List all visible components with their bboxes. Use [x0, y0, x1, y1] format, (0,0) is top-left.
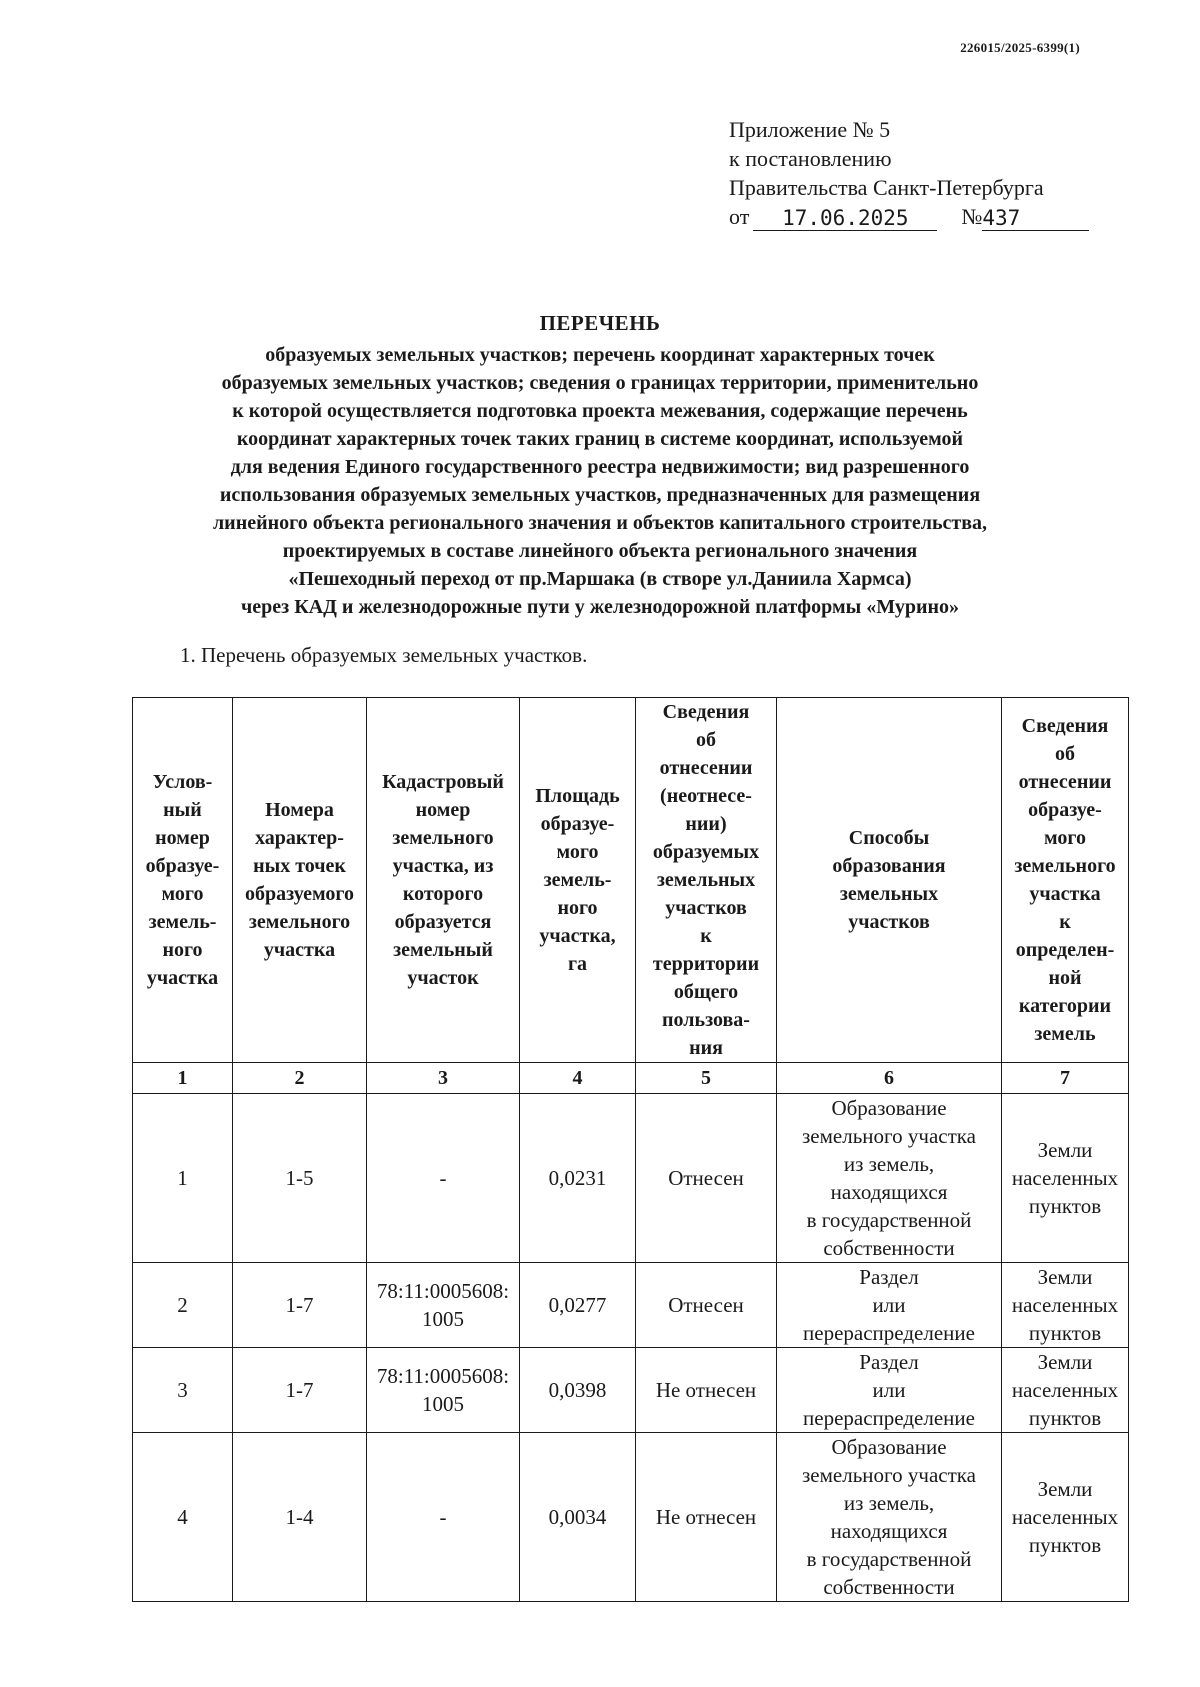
appendix-authority: Правительства Санкт-Петербурга [729, 175, 1044, 200]
document-registration-code: 226015/2025-6399(1) [960, 40, 1080, 55]
area-cell: 0,0034 [520, 1433, 636, 1602]
column-header: Кадастровый номер земельного участка, из которого образуется земельный участок [367, 698, 520, 1063]
column-number: 1 [133, 1063, 233, 1094]
area-cell: 0,0231 [520, 1094, 636, 1263]
cadastral-cell: - [367, 1433, 520, 1602]
formation-method-cell: Раздел или перераспределение [777, 1348, 1002, 1433]
appendix-reference: к постановлению [729, 146, 892, 171]
formation-method-cell: Раздел или перераспределение [777, 1263, 1002, 1348]
column-number: 6 [777, 1063, 1002, 1094]
cadastral-cell: - [367, 1094, 520, 1263]
public-use-cell: Отнесен [636, 1263, 777, 1348]
plot-number-cell: 2 [133, 1263, 233, 1348]
date-prefix: от [729, 204, 750, 229]
land-plots-table [132, 697, 1129, 1602]
column-header: Услов- ный номер образуе- мого земель- ного участка [133, 698, 233, 1063]
public-use-cell: Не отнесен [636, 1433, 777, 1602]
plot-number-cell: 4 [133, 1433, 233, 1602]
resolution-date: 17.06.2025 [753, 206, 937, 231]
points-cell: 1-7 [233, 1348, 367, 1433]
table-row [133, 1263, 1129, 1348]
subtitle-line: через КАД и железнодорожные пути у железнодорожной платформы «Мурино» [241, 596, 959, 618]
resolution-number: 437 [982, 206, 1089, 231]
number-label: № [961, 204, 983, 229]
column-number: 3 [367, 1063, 520, 1094]
table-row [133, 1094, 1129, 1263]
appendix-block [729, 115, 1089, 231]
subtitle-line: образуемых земельных участков; перечень координат характерных точек [265, 344, 935, 366]
column-header: Способы образования земельных участков [777, 698, 1002, 1063]
subtitle-line: для ведения Единого государственного реестра недвижимости; вид разрешенного [230, 456, 970, 478]
column-number-row [133, 1063, 1129, 1094]
column-number: 5 [636, 1063, 777, 1094]
plot-number-cell: 3 [133, 1348, 233, 1433]
column-number: 2 [233, 1063, 367, 1094]
column-header: Сведения об отнесении (неотнесе- нии) образуемых земельных участков к территории общего пользова- ния [636, 698, 777, 1063]
plot-number-cell: 1 [133, 1094, 233, 1263]
formation-method-cell: Образование земельного участка из земель, находящихся в государственной собственности [777, 1094, 1002, 1263]
table-row [133, 1348, 1129, 1433]
cadastral-cell: 78:11:0005608: 1005 [367, 1263, 520, 1348]
document-title: ПЕРЕЧЕНЬ [539, 311, 661, 335]
points-cell: 1-7 [233, 1263, 367, 1348]
area-cell: 0,0398 [520, 1348, 636, 1433]
cadastral-cell: 78:11:0005608: 1005 [367, 1348, 520, 1433]
formation-method-cell: Образование земельного участка из земель, находящихся в государственной собственности [777, 1433, 1002, 1602]
public-use-cell: Не отнесен [636, 1348, 777, 1433]
resolution-date-line [729, 202, 1089, 231]
column-number: 7 [1002, 1063, 1129, 1094]
subtitle-line: проектируемых в составе линейного объекта регионального значения [282, 540, 918, 562]
document-subtitle [100, 341, 1100, 621]
subtitle-line: образуемых земельных участков; сведения о границах территории, применительно [221, 372, 979, 394]
table-row [133, 1433, 1129, 1602]
column-number: 4 [520, 1063, 636, 1094]
column-header: Сведения об отнесении образуе- мого земельного участка к определен- ной категории земель [1002, 698, 1129, 1063]
table-header-row [133, 698, 1129, 1063]
column-header: Площадь образуе- мого земель- ного участка, га [520, 698, 636, 1063]
subtitle-line: линейного объекта регионального значения и объектов капитального строительства, [212, 512, 988, 534]
subtitle-line: использования образуемых земельных участков, предназначенных для размещения [219, 484, 981, 506]
subtitle-line: координат характерных точек таких границ в системе координат, используемой [236, 428, 964, 450]
land-category-cell: Земли населенных пунктов [1002, 1094, 1129, 1263]
public-use-cell: Отнесен [636, 1094, 777, 1263]
column-header: Номера характер- ных точек образуемого земельного участка [233, 698, 367, 1063]
land-category-cell: Земли населенных пунктов [1002, 1263, 1129, 1348]
appendix-number: Приложение № 5 [729, 117, 891, 142]
points-cell: 1-4 [233, 1433, 367, 1602]
subtitle-line: к которой осуществляется подготовка проекта межевания, содержащие перечень [232, 400, 968, 422]
land-category-cell: Земли населенных пунктов [1002, 1348, 1129, 1433]
area-cell: 0,0277 [520, 1263, 636, 1348]
points-cell: 1-5 [233, 1094, 367, 1263]
land-category-cell: Земли населенных пунктов [1002, 1433, 1129, 1602]
section-heading: 1. Перечень образуемых земельных участков. [180, 643, 588, 667]
subtitle-line: «Пешеходный переход от пр.Маршака (в створе ул.Даниила Хармса) [288, 568, 912, 590]
